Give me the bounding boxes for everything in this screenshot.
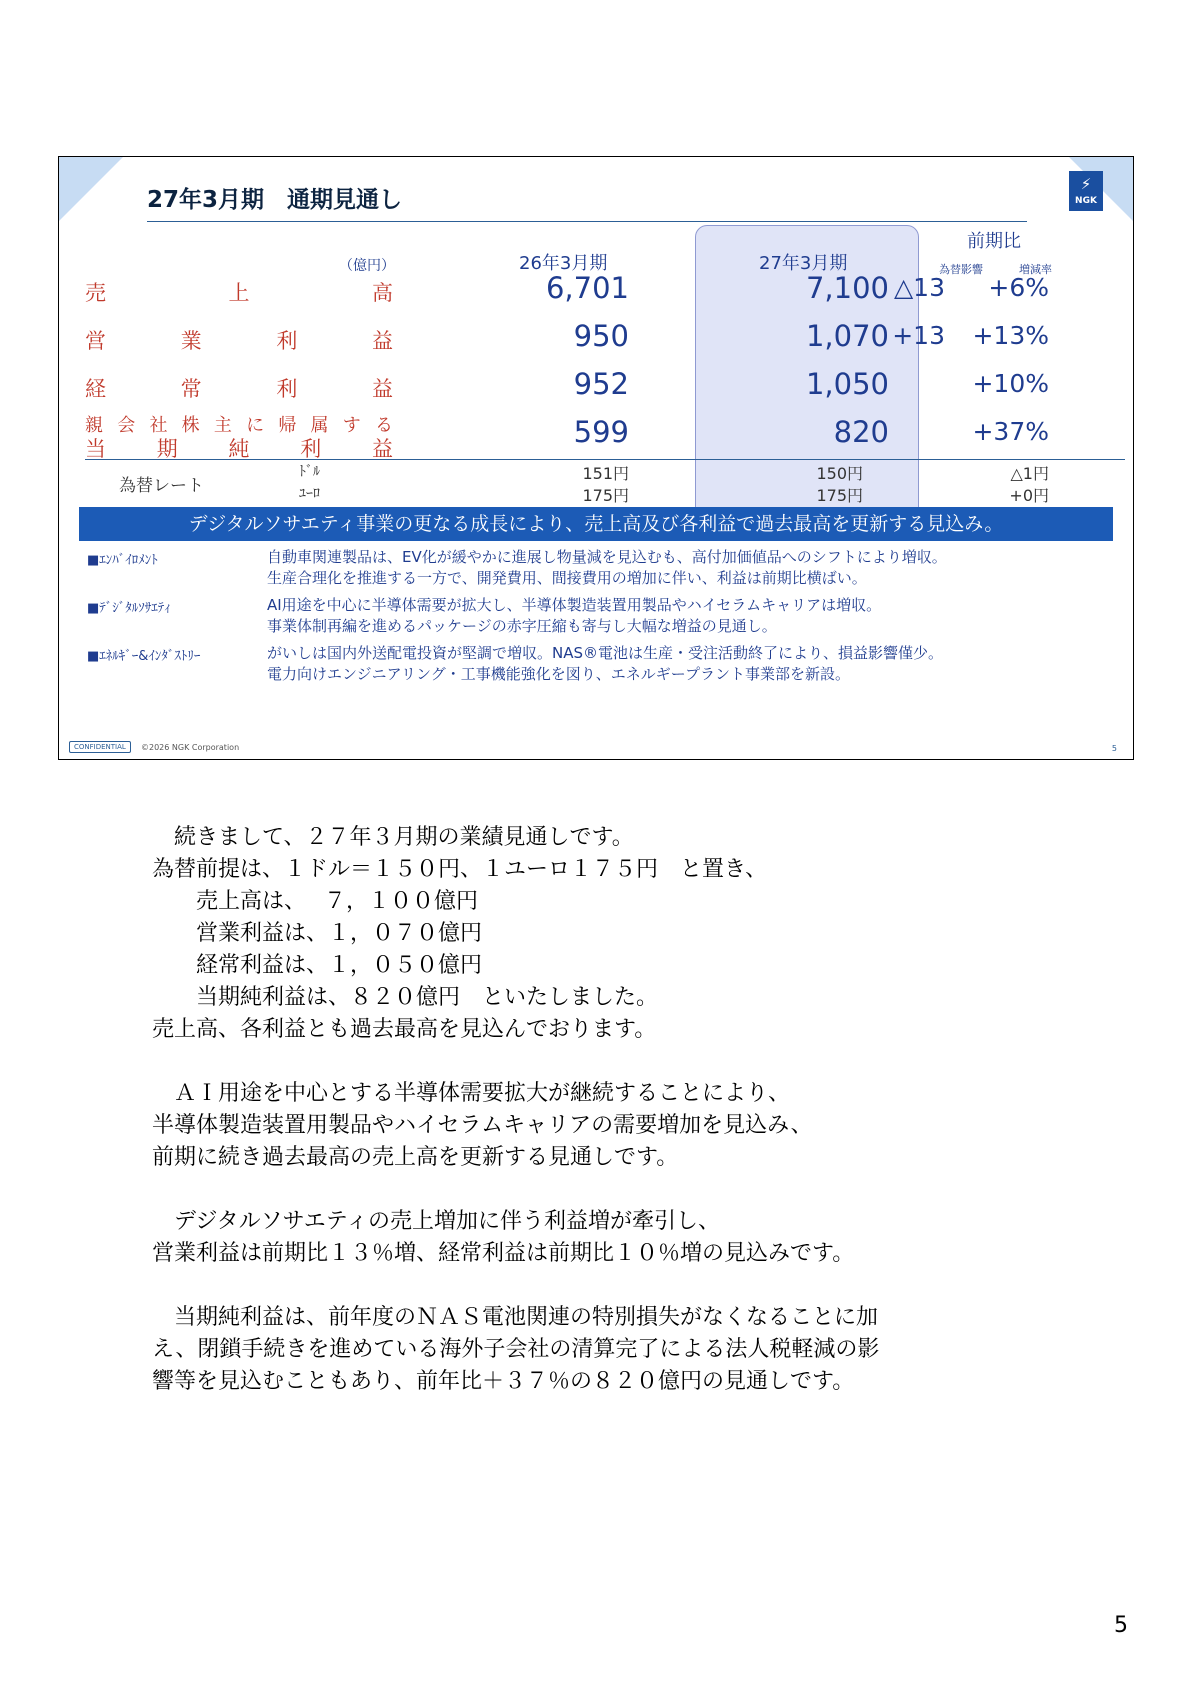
title-rule — [147, 221, 1027, 222]
row-label-char: 社 — [149, 415, 168, 436]
notes-line: 為替前提は、１ドル＝１５０円、１ユーロ１７５円 と置き、 — [152, 857, 768, 882]
fx-usd-curr: 150円 — [816, 464, 863, 483]
operating-profit-curr: 1,070 — [805, 319, 889, 353]
sales-fx: △13 — [893, 273, 945, 302]
fx-eur-prev: 175円 — [582, 486, 629, 505]
ordinary-profit-curr: 1,050 — [805, 367, 889, 401]
row-label-char: 利 — [276, 329, 298, 353]
row-label-char: 株 — [181, 415, 200, 436]
row-label-char: る — [374, 415, 393, 436]
sales-rate: +6% — [988, 273, 1049, 302]
row-label-char: 営 — [85, 329, 106, 353]
row-label-char: 利 — [276, 377, 298, 401]
segment-line: 自動車関連製品は、EV化が緩やかに進展し物量減を見込むも、高付加価値品へのシフトにより増収。 — [267, 548, 947, 566]
notes-line: 営業利益は、１，０７０億円 — [152, 921, 483, 946]
segment-line: 事業体制再編を進めるパッケージの赤字圧縮も寄与し大幅な増益の見通し。 — [267, 617, 777, 635]
row-label-char: 親 — [85, 415, 103, 436]
notes-line: ＡＩ用途を中心とする半導体需要拡大が継続することにより、 — [152, 1081, 791, 1106]
slide — [58, 156, 1134, 760]
fx-divider — [85, 459, 1125, 460]
corner-decoration-left — [59, 157, 123, 221]
row-label-sales — [85, 277, 393, 307]
notes-line — [152, 1046, 1092, 1078]
unit-label: （億円） — [339, 258, 395, 274]
notes-line: 半導体製造装置用製品やハイセラムキャリアの需要増加を見込み、 — [152, 1113, 813, 1138]
column-header-ratio: 前期比 — [967, 231, 1021, 252]
row-label-char: す — [342, 415, 361, 436]
row-label-char: 益 — [371, 377, 393, 401]
row-label-char: 期 — [156, 437, 178, 461]
notes-line: え、閉鎖手続きを進めている海外子会社の清算完了による法人税軽減の影 — [152, 1337, 880, 1362]
row-label-char: 経 — [85, 377, 106, 401]
notes-line: 当期純利益は、８２０億円 といたしました。 — [152, 985, 659, 1010]
row-label-char: 主 — [213, 415, 232, 436]
fx-usd-diff: △1円 — [1010, 464, 1049, 483]
row-label-char: 益 — [371, 329, 393, 353]
row-label-ordinary-profit — [85, 373, 393, 403]
segment-line: がいしは国内外送配電投資が堅調で増収。NAS®電池は生産・受注活動終了により、損益影響僅少。 — [267, 644, 944, 662]
row-label-char: 会 — [117, 415, 136, 436]
segment-line: 生産合理化を推進する一方で、開発費用、間接費用の増加に伴い、利益は前期比横ばい。 — [267, 569, 867, 587]
notes-line: 続きまして、２７年３月期の業績見通しです。 — [152, 825, 634, 850]
fx-eur-label: ﾕｰﾛ — [299, 486, 320, 502]
slide-title: 27年3月期 通期見通し — [147, 187, 403, 213]
segment-line: AI用途を中心に半導体需要が拡大し、半導体製造装置用製品やハイセラムキャリアは増収。 — [267, 596, 882, 614]
notes-line: 売上高、各利益とも過去最高を見込んでおります。 — [152, 1017, 657, 1042]
row-label-char: 高 — [372, 281, 393, 305]
net-income-prev: 599 — [573, 415, 629, 449]
confidential-badge: CONFIDENTIAL — [69, 741, 131, 753]
notes-line: 当期純利益は、前年度のＮＡＳ電池関連の特別損失がなくなることに加 — [152, 1305, 879, 1330]
subheader-fx-impact: 為替影響 — [939, 263, 983, 276]
page-number: 5 — [1114, 1613, 1128, 1638]
row-label-char: 上 — [228, 281, 250, 305]
fx-rate-label: 為替レート — [119, 476, 204, 496]
row-label-char: 利 — [300, 437, 322, 461]
notes-line: 響等を見込むこともあり、前年比＋３７％の８２０億円の見通しです。 — [152, 1369, 855, 1394]
net-income-curr: 820 — [833, 415, 889, 449]
fx-eur-diff: +0円 — [1009, 486, 1049, 505]
operating-profit-fx: +13 — [892, 321, 945, 350]
notes-line — [152, 1174, 1092, 1206]
segment-label-digital-society: ■ﾃﾞｼﾞﾀﾙｿｻｴﾃｨ — [87, 601, 171, 616]
notes-line: 営業利益は前期比１３％増、経常利益は前期比１０％増の見込みです。 — [152, 1241, 855, 1266]
operating-profit-rate: +13% — [972, 321, 1049, 350]
segment-label-energy-industry: ■ｴﾈﾙｷﾞｰ&ｲﾝﾀﾞｽﾄﾘｰ — [87, 649, 201, 664]
notes-line: 経常利益は、１，０５０億円 — [152, 953, 483, 978]
segment-text-digital-society — [267, 595, 1087, 637]
ngk-logo — [1069, 171, 1103, 211]
segment-label-environment: ■ｴﾝﾊﾞｲﾛﾒﾝﾄ — [87, 553, 158, 568]
row-label-char: 帰 — [278, 415, 297, 436]
net-income-rate: +37% — [972, 417, 1049, 446]
fx-usd-prev: 151円 — [582, 464, 629, 483]
row-label-char: 属 — [310, 415, 329, 436]
row-label-char: 売 — [85, 281, 106, 305]
row-label-char: 常 — [180, 377, 202, 401]
summary-banner: デジタルソサエティ事業の更なる成長により、売上高及び各利益で過去最高を更新する見込み。 — [79, 507, 1113, 541]
row-label-char: に — [246, 415, 265, 436]
sales-prev: 6,701 — [545, 271, 629, 305]
logo-text: NGK — [1075, 196, 1097, 206]
segment-line: 電力向けエンジニアリング・工事機能強化を図り、エネルギープラント事業部を新設。 — [267, 665, 850, 683]
notes-line: 前期に続き過去最高の売上高を更新する見通しです。 — [152, 1145, 679, 1170]
column-header-prev: 26年3月期 — [519, 253, 608, 274]
column-header-curr: 27年3月期 — [759, 253, 848, 274]
logo-mark-icon: ⚡ — [1080, 175, 1092, 193]
segment-text-energy-industry — [267, 643, 1087, 685]
row-label-char: 益 — [372, 437, 393, 461]
fx-usd-label: ﾄﾞﾙ — [299, 464, 320, 480]
sales-curr: 7,100 — [805, 271, 889, 305]
ordinary-profit-rate: +10% — [972, 369, 1049, 398]
speaker-notes — [152, 822, 1092, 1398]
operating-profit-prev: 950 — [573, 319, 629, 353]
row-label-char: 純 — [228, 437, 250, 461]
notes-line: 売上高は、 ７，１００億円 — [152, 889, 478, 914]
row-label-char: 業 — [180, 329, 202, 353]
subheader-change-rate: 増減率 — [1019, 263, 1052, 276]
slide-number: 5 — [1111, 744, 1117, 753]
row-label-operating-profit — [85, 325, 393, 355]
copyright: ©2026 NGK Corporation — [141, 743, 240, 752]
ordinary-profit-prev: 952 — [573, 367, 629, 401]
fx-eur-curr: 175円 — [816, 486, 863, 505]
segment-text-environment — [267, 547, 1087, 589]
notes-line: デジタルソサエティの売上増加に伴う利益増が牽引し、 — [152, 1209, 721, 1234]
row-label-char: 当 — [85, 437, 106, 461]
notes-line — [152, 1270, 1092, 1302]
